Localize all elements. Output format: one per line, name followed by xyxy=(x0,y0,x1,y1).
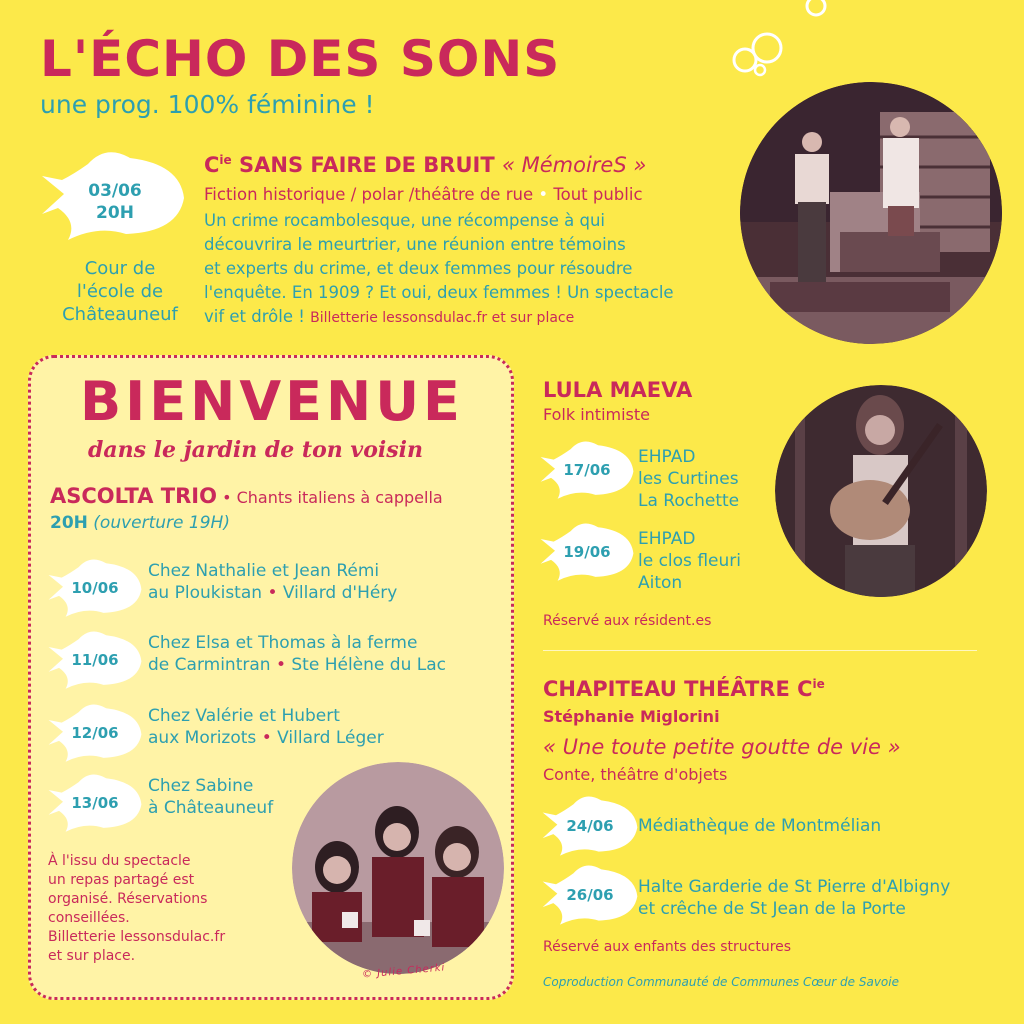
chapiteau-name-text: CHAPITEAU THÉÂTRE C xyxy=(543,677,813,701)
date-label: 19/06 xyxy=(563,543,611,561)
event1-description xyxy=(204,209,674,330)
venue-line: aux Morizots xyxy=(148,728,257,748)
chapiteau-name xyxy=(543,677,825,701)
venue-line: Chez Elsa et Thomas à la ferme xyxy=(148,633,418,653)
coproduction: Coproduction Communauté de Communes Cœur de Savoie xyxy=(543,975,899,989)
date-label: 26/06 xyxy=(566,886,614,904)
bienvenue-subtitle: dans le jardin de ton voisin xyxy=(88,437,423,463)
lula-genre: Folk intimiste xyxy=(543,405,651,424)
venue-line: Aiton xyxy=(638,573,683,593)
divider xyxy=(543,650,977,651)
event1-company: $C^{ie}$ SANS FAIRE DE BRUIT xyxy=(204,153,495,177)
page-subtitle: une prog. 100% féminine ! xyxy=(40,90,375,119)
note-line: À l'issu du spectacle xyxy=(48,853,191,869)
lula-photo xyxy=(775,385,987,597)
event1-audience: Tout public xyxy=(553,185,643,204)
bubbles-icon xyxy=(730,0,830,80)
venue-town: Villard Léger xyxy=(277,728,384,748)
lula-venue xyxy=(638,446,739,512)
artist-name: ASCOLTA TRIO xyxy=(50,484,217,508)
theatre-photo xyxy=(740,82,1002,344)
bullet-dot: • xyxy=(267,583,278,603)
event1-place-line: Châteauneuf xyxy=(62,304,178,325)
company-sup: ie xyxy=(219,153,232,167)
fish-date-badge xyxy=(46,558,144,620)
venue-town: Villard d'Héry xyxy=(282,583,398,603)
concert-time: 20H xyxy=(50,513,88,533)
fish-date-badge xyxy=(46,773,144,835)
chapiteau-genre: Conte, théâtre d'objets xyxy=(543,765,728,784)
event1-genre: Fiction historique / polar /théâtre de rue xyxy=(204,185,534,204)
venue-line: EHPAD xyxy=(638,529,696,549)
fish-date-badge xyxy=(538,522,636,584)
desc-line: vif et drôle ! xyxy=(204,307,305,326)
lula-name: LULA MAEVA xyxy=(543,378,693,402)
event1-place-line: Cour de xyxy=(84,258,156,279)
event1-heading xyxy=(204,153,646,177)
venue-line: Chez Sabine xyxy=(148,776,254,796)
date-label: 17/06 xyxy=(563,461,611,479)
event1-time: 20H xyxy=(96,203,134,223)
concert-opening: (ouverture 19H) xyxy=(93,513,230,533)
fish-date-badge xyxy=(46,630,144,692)
chapiteau-show: « Une toute petite goutte de vie » xyxy=(543,735,901,759)
bullet-dot: • xyxy=(222,488,237,507)
host-venue xyxy=(148,705,384,749)
venue-line: Chez Nathalie et Jean Rémi xyxy=(148,561,380,581)
event1-show: « MémoireS » xyxy=(501,153,647,177)
note-line: et sur place. xyxy=(48,948,136,964)
lula-note: Réservé aux résident.es xyxy=(543,613,712,629)
host-venue xyxy=(148,560,397,604)
chapiteau-venue xyxy=(638,815,881,837)
bullet-dot: • xyxy=(261,728,272,748)
note-line: organisé. Réservations xyxy=(48,891,208,907)
note-line: un repas partagé est xyxy=(48,872,195,888)
chapiteau-note: Réservé aux enfants des structures xyxy=(543,939,792,955)
venue-line: Médiathèque de Montmélian xyxy=(638,816,882,836)
event1-tickets: Billetterie lessonsdulac.fr et sur place xyxy=(310,310,575,326)
desc-line: Un crime rocambolesque, une récompense à qui xyxy=(204,211,606,230)
desc-line: l'enquête. En 1909 ? Et oui, deux femmes ! Un spectacle xyxy=(204,283,674,302)
venue-line: Halte Garderie de St Pierre d'Albigny xyxy=(638,877,951,897)
host-venue xyxy=(148,632,446,676)
venue-line: à Châteauneuf xyxy=(148,798,274,818)
event1-place xyxy=(40,257,200,326)
bienvenue-title: BIENVENUE xyxy=(80,370,464,433)
date-label: 10/06 xyxy=(71,579,119,597)
bullet-dot: • xyxy=(538,185,549,204)
venue-line: et crêche de St Jean de la Porte xyxy=(638,899,906,919)
bienvenue-note xyxy=(48,852,225,966)
venue-line: les Curtines xyxy=(638,469,739,489)
desc-line: et experts du crime, et deux femmes pour résoudre xyxy=(204,259,633,278)
date-label: 11/06 xyxy=(71,651,119,669)
page-title: L'ÉCHO DES SONS xyxy=(40,30,561,88)
event1-date: 03/06 xyxy=(88,181,142,201)
fish-date-badge xyxy=(538,440,636,502)
fish-date-badge xyxy=(540,864,640,928)
bullet-dot: • xyxy=(275,655,286,675)
event1-place-line: l'école de xyxy=(76,281,164,302)
artist-genre: Chants italiens à cappella xyxy=(236,488,443,507)
chapiteau-director: Stéphanie Miglorini xyxy=(543,707,720,726)
photo-credit: © Julie Cherki xyxy=(361,962,446,981)
venue-town: Ste Hélène du Lac xyxy=(291,655,446,675)
lula-venue xyxy=(638,528,741,594)
chapiteau-sup: ie xyxy=(812,677,825,691)
date-label: 13/06 xyxy=(71,794,119,812)
date-label: 12/06 xyxy=(71,724,119,742)
venue-line: La Rochette xyxy=(638,491,740,511)
venue-line: le clos fleuri xyxy=(638,551,741,571)
note-line: conseillées. xyxy=(48,910,130,926)
date-label: 24/06 xyxy=(566,817,614,835)
desc-line: découvrira le meurtrier, une réunion entre témoins xyxy=(204,235,626,254)
fish-date-badge xyxy=(46,703,144,765)
trio-photo xyxy=(292,762,504,974)
host-venue xyxy=(148,775,273,819)
chapiteau-venue xyxy=(638,876,950,920)
note-line: Billetterie lessonsdulac.fr xyxy=(48,929,226,945)
venue-line: Chez Valérie et Hubert xyxy=(148,706,340,726)
venue-line: EHPAD xyxy=(638,447,696,467)
venue-line: de Carmintran xyxy=(148,655,271,675)
venue-line: au Ploukistan xyxy=(148,583,263,603)
fish-date-badge xyxy=(540,795,640,859)
